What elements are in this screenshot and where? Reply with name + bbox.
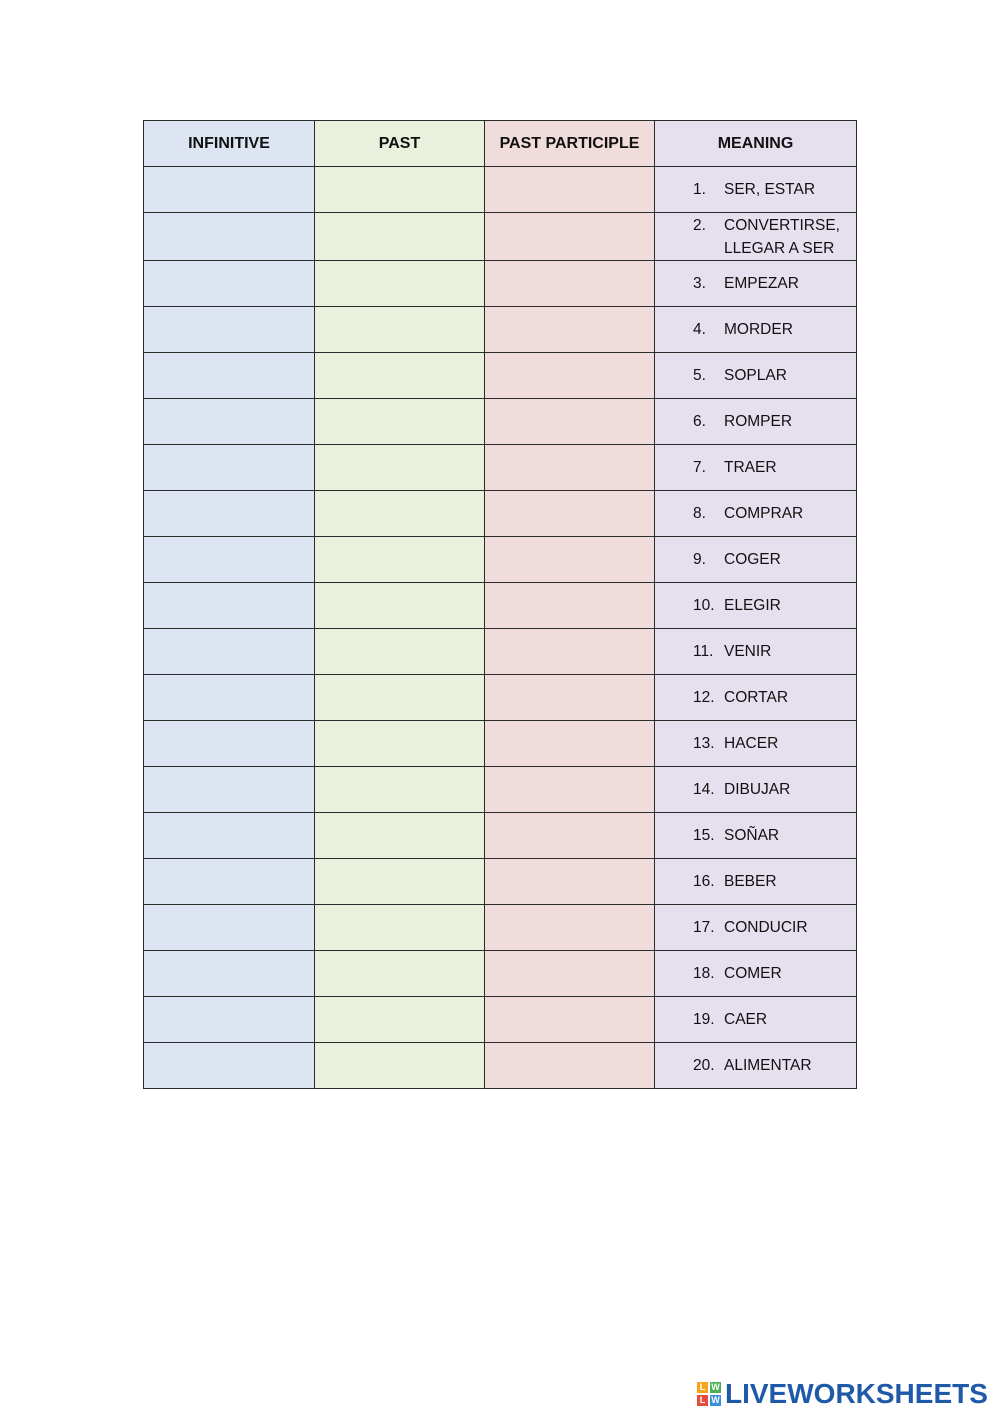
meaning-number: 6. (693, 413, 706, 430)
table-row (144, 307, 857, 353)
infinitive-cell (144, 353, 315, 399)
past-participle-cell (485, 307, 655, 353)
past-cell (315, 813, 485, 859)
past-participle-cell (485, 353, 655, 399)
table-row (144, 491, 857, 537)
past-input[interactable] (315, 353, 484, 398)
table-row (144, 905, 857, 951)
past-input[interactable] (315, 213, 484, 260)
past-input[interactable] (315, 307, 484, 352)
infinitive-input[interactable] (144, 1043, 314, 1088)
meaning-number: 13. (693, 735, 715, 752)
table-row (144, 767, 857, 813)
past-participle-input[interactable] (485, 307, 654, 352)
logo-blocks-icon (697, 1382, 721, 1406)
table-row (144, 859, 857, 905)
meaning-text: SER, ESTAR (724, 181, 816, 198)
infinitive-cell (144, 951, 315, 997)
meaning-number: 12. (693, 689, 715, 706)
infinitive-cell (144, 167, 315, 213)
meaning-cell (655, 353, 857, 399)
infinitive-cell (144, 491, 315, 537)
table-row (144, 813, 857, 859)
infinitive-input[interactable] (144, 399, 314, 444)
meaning-text: CAER (724, 1011, 768, 1028)
past-participle-cell (485, 445, 655, 491)
infinitive-input[interactable] (144, 167, 314, 212)
meaning-number: 18. (693, 965, 715, 982)
infinitive-cell (144, 997, 315, 1043)
infinitive-cell (144, 675, 315, 721)
meaning-number: 5. (693, 367, 706, 384)
meaning-number: 11. (693, 643, 714, 660)
table-row (144, 167, 857, 213)
past-cell (315, 997, 485, 1043)
past-participle-input[interactable] (485, 997, 654, 1042)
past-cell (315, 445, 485, 491)
meaning-cell (655, 537, 857, 583)
past-cell (315, 675, 485, 721)
table-row (144, 721, 857, 767)
header-meaning: MEANING (655, 121, 857, 167)
past-cell (315, 213, 485, 261)
past-participle-input[interactable] (485, 1043, 654, 1088)
past-input[interactable] (315, 859, 484, 904)
meaning-cell (655, 1043, 857, 1089)
past-cell (315, 859, 485, 905)
meaning-cell (655, 675, 857, 721)
past-cell (315, 537, 485, 583)
meaning-text: SOÑAR (724, 827, 780, 844)
meaning-text: ELEGIR (724, 597, 781, 614)
infinitive-input[interactable] (144, 767, 314, 812)
past-participle-input[interactable] (485, 859, 654, 904)
past-cell (315, 721, 485, 767)
infinitive-input[interactable] (144, 491, 314, 536)
meaning-cell (655, 859, 857, 905)
logo-wordmark: LIVEWORKSHEETS (725, 1378, 988, 1409)
meaning-number: 9. (693, 551, 706, 568)
meaning-number: 17. (693, 919, 715, 936)
meaning-number: 2. (693, 216, 706, 234)
meaning-text: EMPEZAR (724, 275, 799, 292)
infinitive-input[interactable] (144, 213, 314, 260)
meaning-number: 3. (693, 275, 706, 292)
past-input[interactable] (315, 1043, 484, 1088)
meaning-text: COMER (724, 965, 782, 982)
past-cell (315, 353, 485, 399)
past-participle-input[interactable] (485, 675, 654, 720)
past-input[interactable] (315, 813, 484, 858)
past-participle-cell (485, 537, 655, 583)
past-cell (315, 307, 485, 353)
infinitive-input[interactable] (144, 629, 314, 674)
logo-block: W (711, 1382, 720, 1392)
infinitive-input[interactable] (144, 905, 314, 950)
past-participle-cell (485, 629, 655, 675)
past-input[interactable] (315, 629, 484, 674)
infinitive-cell (144, 213, 315, 261)
past-cell (315, 1043, 485, 1089)
past-cell (315, 951, 485, 997)
meaning-cell (655, 167, 857, 213)
logo-block: W (711, 1395, 720, 1405)
past-participle-cell (485, 813, 655, 859)
past-input[interactable] (315, 491, 484, 536)
meaning-text: COGER (724, 551, 781, 568)
past-participle-input[interactable] (485, 629, 654, 674)
past-input[interactable] (315, 767, 484, 812)
table-row (144, 445, 857, 491)
infinitive-input[interactable] (144, 353, 314, 398)
meaning-cell (655, 399, 857, 445)
table-row (144, 537, 857, 583)
past-participle-input[interactable] (485, 951, 654, 996)
table-row (144, 629, 857, 675)
meaning-text: HACER (724, 735, 779, 752)
past-input[interactable] (315, 905, 484, 950)
past-participle-input[interactable] (485, 905, 654, 950)
meaning-number: 7. (693, 459, 706, 476)
past-input[interactable] (315, 445, 484, 490)
meaning-number: 8. (693, 505, 706, 522)
table-row (144, 353, 857, 399)
table-row (144, 213, 857, 261)
infinitive-input[interactable] (144, 721, 314, 766)
meaning-cell (655, 307, 857, 353)
logo-block: L (697, 1382, 708, 1393)
table-row (144, 1043, 857, 1089)
meaning-text: ROMPER (724, 413, 793, 430)
table-row (144, 583, 857, 629)
past-cell (315, 629, 485, 675)
past-input[interactable] (315, 583, 484, 628)
past-participle-input[interactable] (485, 445, 654, 490)
liveworksheets-logo (697, 1377, 988, 1411)
past-participle-input[interactable] (485, 537, 654, 582)
meaning-cell (655, 583, 857, 629)
meaning-text: DIBUJAR (724, 781, 791, 798)
logo-block: L (697, 1395, 708, 1406)
meaning-text: MORDER (724, 321, 793, 338)
past-participle-cell (485, 767, 655, 813)
infinitive-cell (144, 629, 315, 675)
past-participle-input[interactable] (485, 213, 654, 260)
meaning-cell (655, 445, 857, 491)
infinitive-input[interactable] (144, 307, 314, 352)
table-row (144, 997, 857, 1043)
infinitive-cell (144, 767, 315, 813)
past-participle-cell (485, 997, 655, 1043)
meaning-number: 1. (693, 181, 706, 198)
infinitive-input[interactable] (144, 997, 314, 1042)
meaning-text: SOPLAR (724, 367, 787, 384)
past-participle-input[interactable] (485, 491, 654, 536)
past-participle-cell (485, 583, 655, 629)
past-participle-cell (485, 261, 655, 307)
past-participle-cell (485, 167, 655, 213)
past-cell (315, 905, 485, 951)
meaning-number: 4. (693, 321, 706, 338)
meaning-text: VENIR (724, 643, 772, 660)
infinitive-cell (144, 1043, 315, 1089)
meaning-cell (655, 997, 857, 1043)
past-participle-cell (485, 491, 655, 537)
past-participle-cell (485, 675, 655, 721)
past-participle-cell (485, 399, 655, 445)
meaning-text: COMPRAR (724, 505, 804, 522)
past-input[interactable] (315, 675, 484, 720)
past-participle-input[interactable] (485, 813, 654, 858)
past-cell (315, 491, 485, 537)
past-participle-input[interactable] (485, 399, 654, 444)
infinitive-cell (144, 445, 315, 491)
irregular-verbs-table (143, 120, 857, 1089)
infinitive-cell (144, 399, 315, 445)
meaning-cell (655, 951, 857, 997)
past-participle-input[interactable] (485, 353, 654, 398)
infinitive-cell (144, 905, 315, 951)
past-input[interactable] (315, 261, 484, 306)
past-participle-input[interactable] (485, 167, 654, 212)
header-row (144, 121, 857, 167)
meaning-number: 16. (693, 873, 715, 890)
past-cell (315, 767, 485, 813)
verb-worksheet (143, 120, 856, 1089)
past-input[interactable] (315, 997, 484, 1042)
meaning-text: CONDUCIR (724, 919, 808, 936)
infinitive-input[interactable] (144, 951, 314, 996)
past-participle-input[interactable] (485, 583, 654, 628)
meaning-cell (655, 905, 857, 951)
meaning-text: CONVERTIRSE, LLEGAR A SER (724, 216, 840, 257)
past-input[interactable] (315, 721, 484, 766)
past-cell (315, 167, 485, 213)
past-participle-cell (485, 1043, 655, 1089)
header-infinitive: INFINITIVE (144, 121, 315, 167)
infinitive-cell (144, 261, 315, 307)
meaning-number: 20. (693, 1057, 715, 1074)
header-past-participle: PAST PARTICIPLE (485, 121, 655, 167)
meaning-cell (655, 813, 857, 859)
past-input[interactable] (315, 399, 484, 444)
past-cell (315, 261, 485, 307)
past-input[interactable] (315, 167, 484, 212)
past-participle-cell (485, 951, 655, 997)
past-participle-cell (485, 721, 655, 767)
meaning-cell (655, 261, 857, 307)
header-past: PAST (315, 121, 485, 167)
past-cell (315, 583, 485, 629)
meaning-text: CORTAR (724, 689, 789, 706)
past-participle-cell (485, 213, 655, 261)
meaning-cell (655, 767, 857, 813)
past-participle-input[interactable] (485, 721, 654, 766)
infinitive-input[interactable] (144, 859, 314, 904)
past-participle-cell (485, 859, 655, 905)
infinitive-input[interactable] (144, 445, 314, 490)
infinitive-input[interactable] (144, 675, 314, 720)
infinitive-input[interactable] (144, 261, 314, 306)
table-row (144, 675, 857, 721)
meaning-cell (655, 629, 857, 675)
past-input[interactable] (315, 951, 484, 996)
table-row (144, 261, 857, 307)
infinitive-cell (144, 721, 315, 767)
meaning-cell (655, 213, 857, 261)
past-cell (315, 399, 485, 445)
meaning-number: 10. (693, 597, 715, 614)
infinitive-cell (144, 583, 315, 629)
infinitive-input[interactable] (144, 813, 314, 858)
table-row (144, 399, 857, 445)
meaning-cell (655, 491, 857, 537)
infinitive-cell (144, 307, 315, 353)
meaning-text: ALIMENTAR (724, 1057, 812, 1074)
infinitive-input[interactable] (144, 537, 314, 582)
past-participle-input[interactable] (485, 767, 654, 812)
past-participle-input[interactable] (485, 261, 654, 306)
infinitive-cell (144, 813, 315, 859)
meaning-text: TRAER (724, 459, 777, 476)
meaning-number: 15. (693, 827, 715, 844)
infinitive-cell (144, 859, 315, 905)
meaning-cell (655, 721, 857, 767)
meaning-number: 19. (693, 1011, 715, 1028)
past-input[interactable] (315, 537, 484, 582)
meaning-number: 14. (693, 781, 715, 798)
infinitive-input[interactable] (144, 583, 314, 628)
table-row (144, 951, 857, 997)
meaning-text: BEBER (724, 873, 777, 890)
past-participle-cell (485, 905, 655, 951)
infinitive-cell (144, 537, 315, 583)
